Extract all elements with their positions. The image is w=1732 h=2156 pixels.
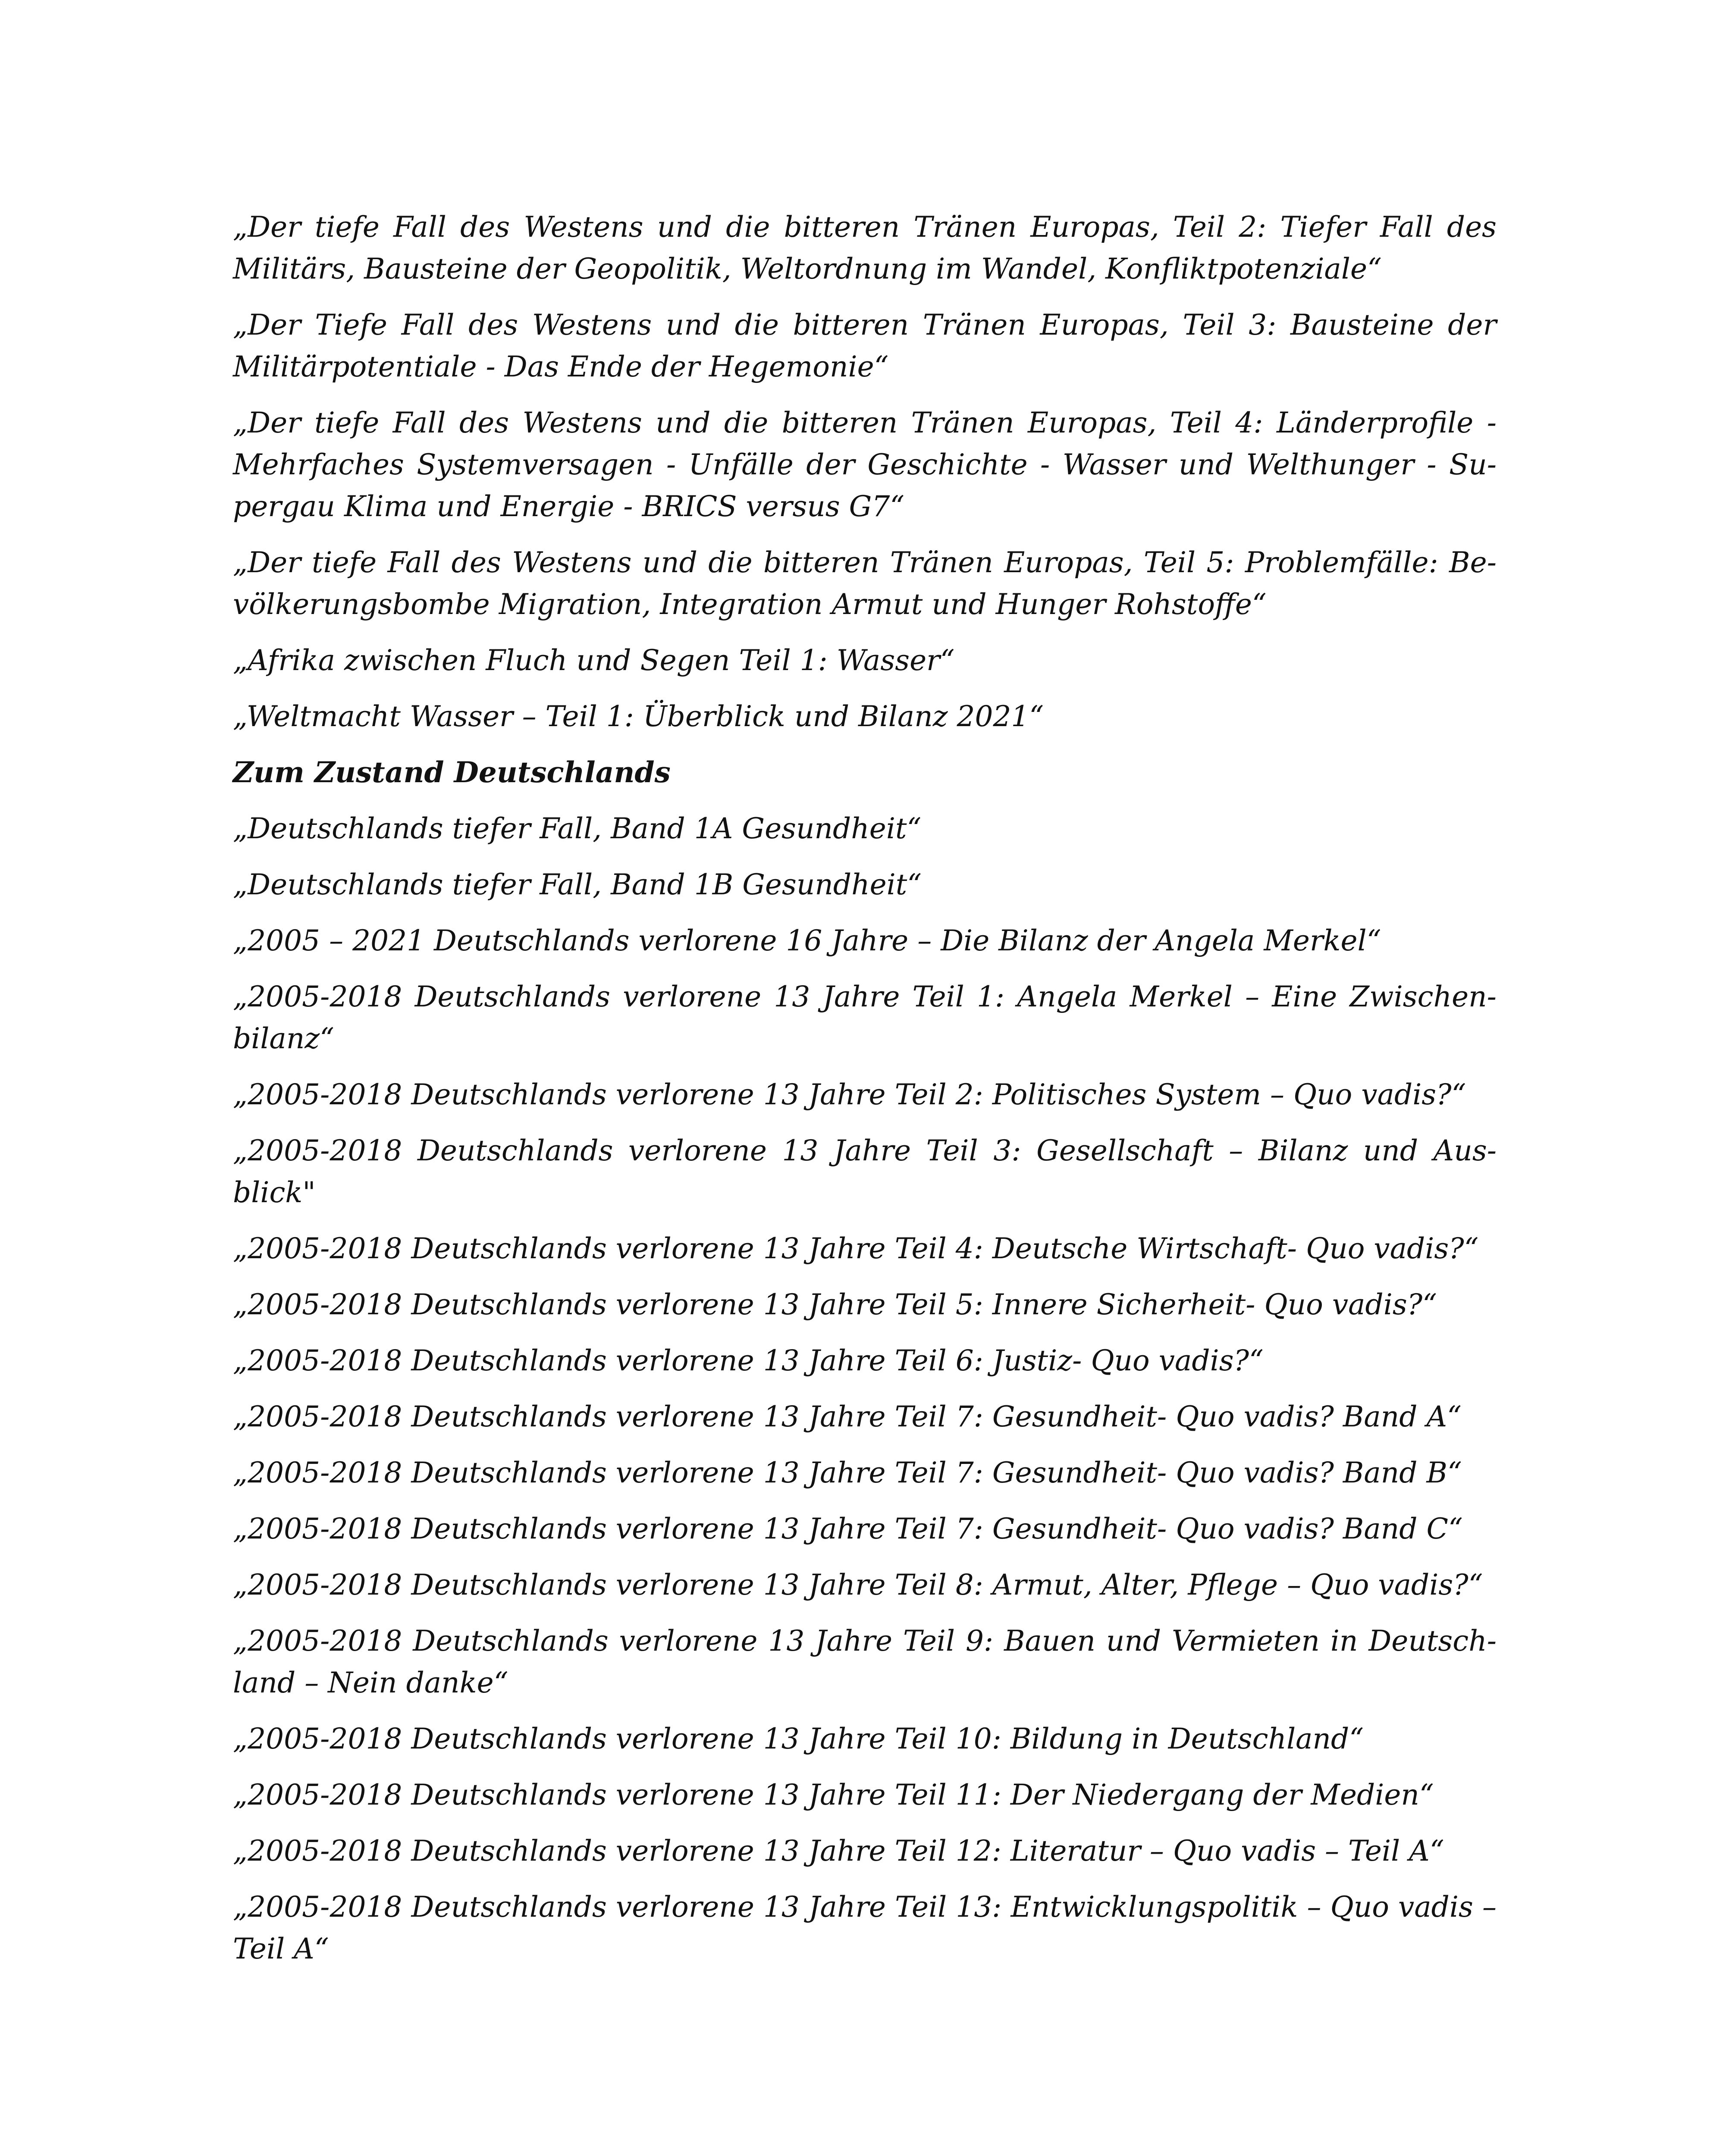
book-title-entry: „2005-2018 Deutschlands verlorene 13 Jahre Teil 7: Gesundheit- Quo vadis? Band C“ <box>233 1512 1463 1545</box>
book-title-entry: „2005-2018 Deutschlands verlorene 13 Jahre Teil 13: Entwicklungspolitik – Quo vadis – Teil A“ <box>233 1890 1497 1965</box>
book-title-entry: „Der tiefe Fall des Westens und die bitteren Tränen Europas, Teil 2: Tiefer Fall des Militärs, Bausteine der Geopolitik, Weltordnung im Wandel, Konfliktpotenziale“ <box>233 210 1497 285</box>
book-title-entry: „2005-2018 Deutschlands verlorene 13 Jahre Teil 10: Bildung in Deutschland“ <box>233 1722 1364 1755</box>
section-heading: Zum Zustand Deutschlands <box>233 755 671 789</box>
book-title-entry: „2005-2018 Deutschlands verlorene 13 Jahre Teil 11: Der Niedergang der Medien“ <box>233 1778 1434 1811</box>
book-title-entry: „Deutschlands tiefer Fall, Band 1A Gesundheit“ <box>233 812 922 845</box>
book-title-entry: „2005-2018 Deutschlands verlorene 13 Jahre Teil 12: Literatur – Quo vadis – Teil A“ <box>233 1834 1444 1868</box>
book-title-entry: „Afrika zwischen Fluch und Segen Teil 1: Wasser“ <box>233 644 955 677</box>
book-title-entry: „Der tiefe Fall des Westens und die bitteren Tränen Europas, Teil 5: Problemfälle: Be-völkerungsbombe Migration, Integration Armut und Hunger Rohstoffe“ <box>233 546 1497 621</box>
book-title-entry: „2005-2018 Deutschlands verlorene 13 Jahre Teil 9: Bauen und Vermieten in Deutsch-land – Nein danke“ <box>233 1624 1497 1699</box>
book-title-entry: „Der tiefe Fall des Westens und die bitteren Tränen Europas, Teil 4: Länderprofile - Mehrfaches Systemversagen - Unfälle der Geschichte - Wasser und Welthunger - Su-pergau Klima und Energie - BRICS versus G7“ <box>233 406 1497 523</box>
book-title-entry: „2005-2018 Deutschlands verlorene 13 Jahre Teil 6: Justiz- Quo vadis?“ <box>233 1344 1264 1377</box>
book-title-entry: „2005-2018 Deutschlands verlorene 13 Jahre Teil 3: Gesellschaft – Bilanz und Aus-blick" <box>233 1134 1497 1209</box>
book-title-entry: „Weltmacht Wasser – Teil 1: Überblick und Bilanz 2021“ <box>233 700 1044 733</box>
book-title-entry: „2005 – 2021 Deutschlands verlorene 16 Jahre – Die Bilanz der Angela Merkel“ <box>233 924 1381 957</box>
book-title-entry: „2005-2018 Deutschlands verlorene 13 Jahre Teil 1: Angela Merkel – Eine Zwischen-bilanz“ <box>233 980 1497 1055</box>
book-title-entry: „2005-2018 Deutschlands verlorene 13 Jahre Teil 4: Deutsche Wirtschaft- Quo vadis?“ <box>233 1232 1479 1265</box>
book-title-entry: „2005-2018 Deutschlands verlorene 13 Jahre Teil 8: Armut, Alter, Pflege – Quo vadis?“ <box>233 1568 1483 1601</box>
document-body <box>233 206 1497 1984</box>
book-title-entry: „2005-2018 Deutschlands verlorene 13 Jahre Teil 7: Gesundheit- Quo vadis? Band A“ <box>233 1400 1462 1433</box>
book-title-entry: „Der Tiefe Fall des Westens und die bitteren Tränen Europas, Teil 3: Bausteine der Militärpotentiale - Das Ende der Hegemonie“ <box>233 308 1497 383</box>
book-title-entry: „Deutschlands tiefer Fall, Band 1B Gesundheit“ <box>233 868 922 901</box>
book-title-entry: „2005-2018 Deutschlands verlorene 13 Jahre Teil 2: Politisches System – Quo vadis?“ <box>233 1078 1466 1111</box>
book-title-entry: „2005-2018 Deutschlands verlorene 13 Jahre Teil 5: Innere Sicherheit- Quo vadis?“ <box>233 1288 1437 1321</box>
book-title-entry: „2005-2018 Deutschlands verlorene 13 Jahre Teil 7: Gesundheit- Quo vadis? Band B“ <box>233 1456 1462 1489</box>
